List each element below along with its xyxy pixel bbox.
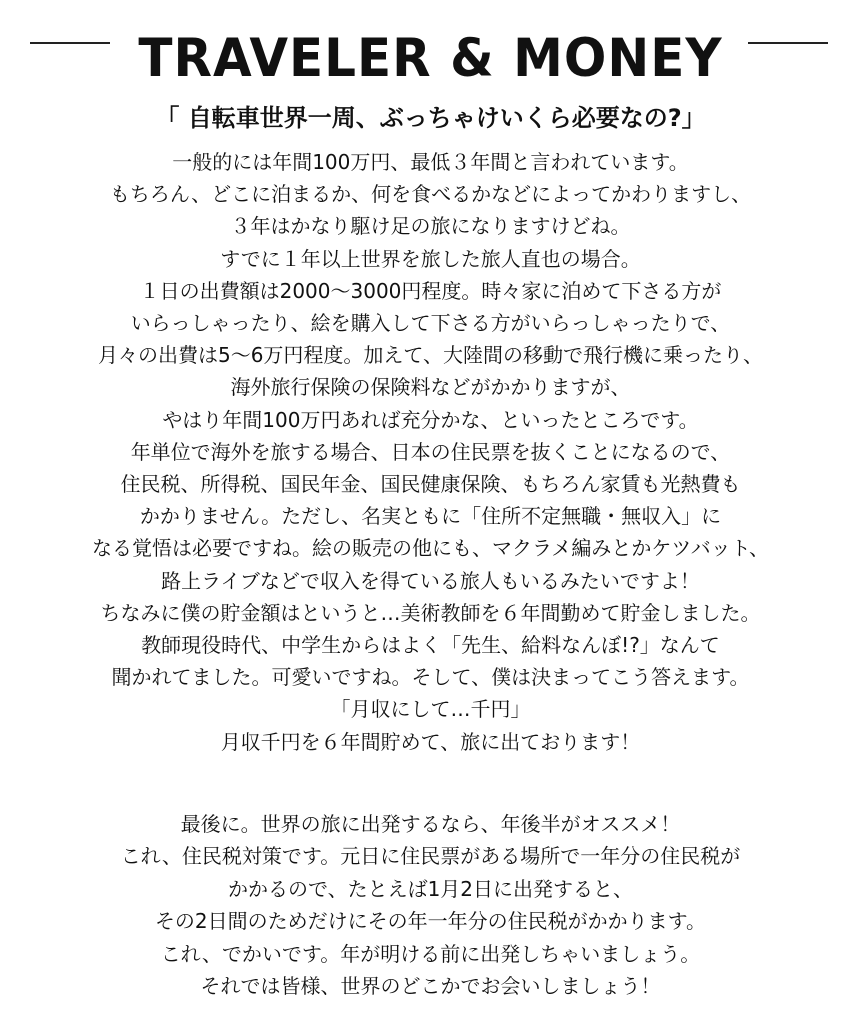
body-line: 年単位で海外を旅する場合、日本の住民票を抜くことになるので、: [130, 439, 731, 464]
body-line: これ、住民税対策です。元日に住民票がある場所で一年分の住民税が: [120, 844, 741, 869]
body-line: 月々の出費は5〜6万円程度。加えて、大陸間の移動で飛行機に乗ったり、: [97, 343, 764, 368]
page-title: TRAVELER & MONEY: [138, 27, 723, 89]
article-body-paragraph-1: [20, 146, 841, 758]
body-line: 住民税、所得税、国民年金、国民健康保険、もちろん家賃も光熱費も: [120, 472, 741, 497]
body-line: これ、でかいです。年が明ける前に出発しちゃいましょう。: [160, 941, 701, 966]
body-line: かかりません。ただし、名実ともに「住所不定無職・無収入」に: [139, 504, 722, 529]
article-subtitle: 「 自転車世界一周、ぶっちゃけいくら必要なの?」: [155, 104, 706, 132]
body-line: 聞かれてました。可愛いですね。そして、僕は決まってこう答えます。: [111, 665, 750, 690]
body-line: なる覚悟は必要ですね。絵の販売の他にも、マクラメ編みとかケツバット、: [92, 536, 769, 561]
body-line: 海外旅行保険の保険料などがかかりますが、: [230, 375, 631, 400]
body-line: 教師現役時代、中学生からはよく「先生、給料なんぼ!?」なんて: [141, 633, 720, 658]
body-line: 月収千円を６年間貯めて、旅に出ております！: [220, 729, 641, 754]
body-line: 一般的には年間100万円、最低３年間と言われています。: [172, 150, 689, 174]
body-line: その2日間のためだけにその年一年分の住民税がかかります。: [154, 909, 707, 934]
body-line: もちろん、どこに泊まるか、何を食べるかなどによってかわりますし、: [109, 182, 752, 207]
header: [0, 18, 861, 98]
body-line: かかるので、たとえば1月2日に出発すると、: [227, 876, 634, 901]
article-body-paragraph-2: [20, 808, 841, 1002]
body-line: ３年はかなり駆け足の旅になりますけどね。: [230, 214, 631, 239]
body-line: いらっしゃったり、絵を購入して下さる方がいらっしゃったりで、: [130, 311, 731, 336]
body-line: 路上ライブなどで収入を得ている旅人もいるみたいですよ！: [161, 568, 700, 593]
body-line: それでは皆様、世界のどこかでお会いしましょう！: [200, 974, 661, 999]
body-line: 最後に。世界の旅に出発するなら、年後半がオススメ！: [180, 812, 681, 836]
body-line: ちなみに僕の貯金額はというと…美術教師を６年間勤めて貯金しました。: [100, 600, 761, 625]
body-line: すでに１年以上世界を旅した旅人直也の場合。: [220, 246, 641, 271]
body-line: １日の出費額は2000〜3000円程度。時々家に泊めて下さる方が: [139, 278, 722, 303]
body-line: やはり年間100万円あれば充分かな、といったところです。: [162, 407, 699, 432]
body-line: 「月収にして…千円」: [330, 697, 531, 722]
